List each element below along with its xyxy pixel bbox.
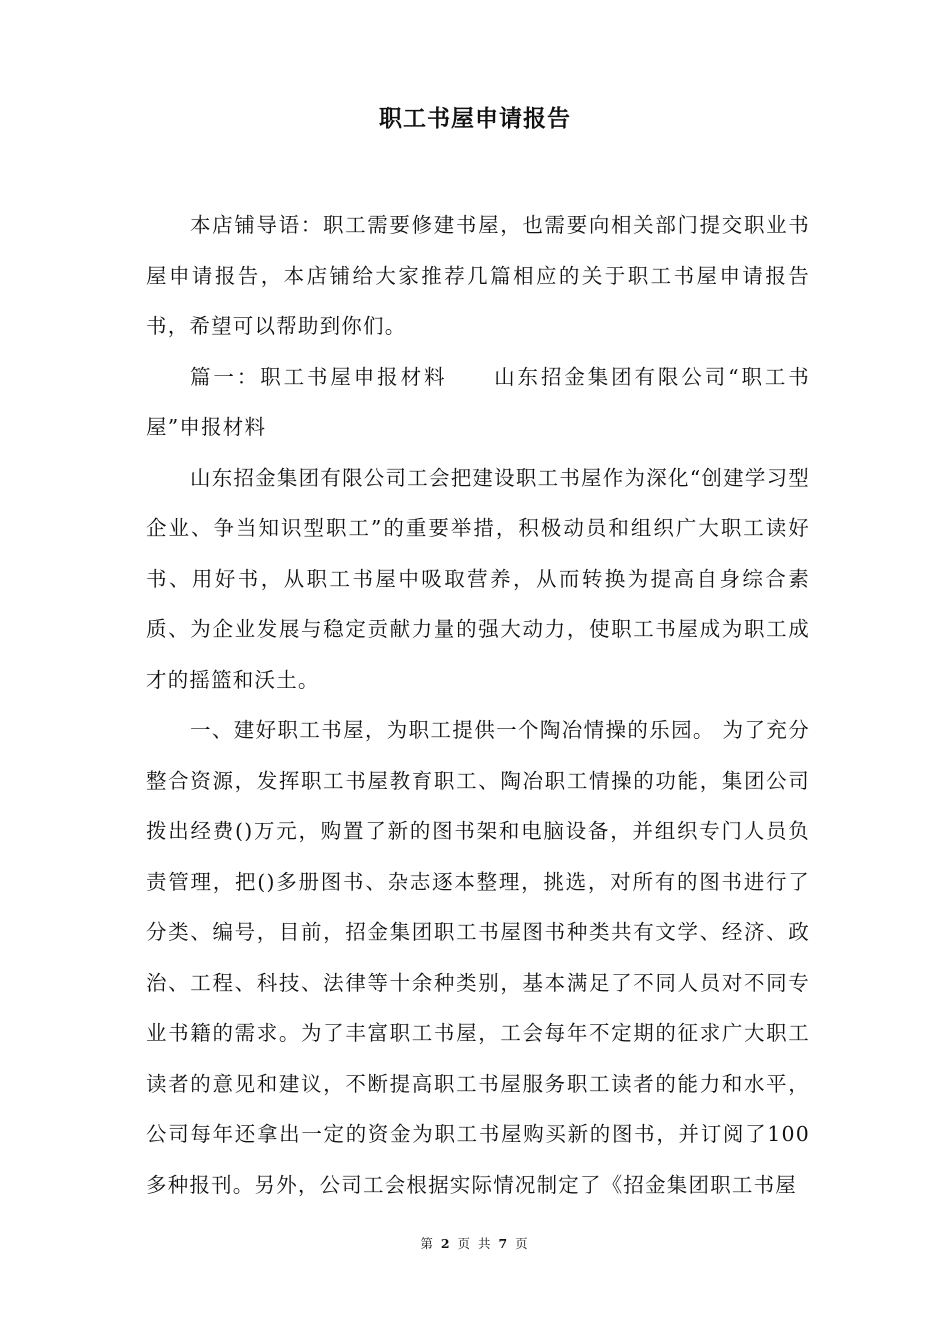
document-title: 职工书屋申请报告 [379,105,571,132]
paragraph-intro: 本店铺导语：职工需要修建书屋，也需要向相关部门提交职业书屋申请报告，本店铺给大家推荐几篇相应的关于职工书屋申请报告书，希望可以帮助到你们。 [146,213,810,338]
paragraph-overview: 山东招金集团有限公司工会把建设职工书屋作为深化“创建学习型企业、争当知识型职工”的重要举措，积极动员和组织广大职工读好书、用好书，从职工书屋中吸取营养，从而转换为提高自身综合素质、为企业发展与稳定贡献力量的强大动力，使职工书屋成为职工成才的摇篮和沃土。 [146,465,810,692]
paragraph-point-one: 一、建好职工书屋，为职工提供一个陶冶情操的乐园。 为了充分整合资源，发挥职工书屋教育职工、陶冶职工情操的功能，集团公司拨出经费()万元，购置了新的图书架和电脑设备，并组织专门人员负责管理，把()多册图书、杂志逐本整理，挑选，对所有的图书进行了分类、编号，目前，招金集团职工书屋图书种类共有文学、经济、政治、工程、科技、法律等十余种类别，基本满足了不同人员对不同专业书籍的需求。为了丰富职工书屋，工会每年不定期的征求广大职工读者的意见和建议，不断提高职工书屋服务职工读者的能力和水平，公司每年还拿出一定的资金为职工书屋购买新的图书，并订阅了100多种报刊。另外，公司工会根据实际情况制定了《招金集团职工书屋 [146,718,810,1197]
page-footer [0,1234,950,1252]
footer-middle: 页 共 [457,1236,493,1251]
footer-suffix: 页 [515,1236,530,1251]
current-page-number: 2 [440,1236,452,1251]
total-page-number: 7 [498,1236,510,1251]
paragraph-section-heading: 篇一：职工书屋申报材料 山东招金集团有限公司“职工书屋”申报材料 [146,364,810,439]
footer-prefix: 第 [420,1236,435,1251]
document-body [146,200,810,1210]
